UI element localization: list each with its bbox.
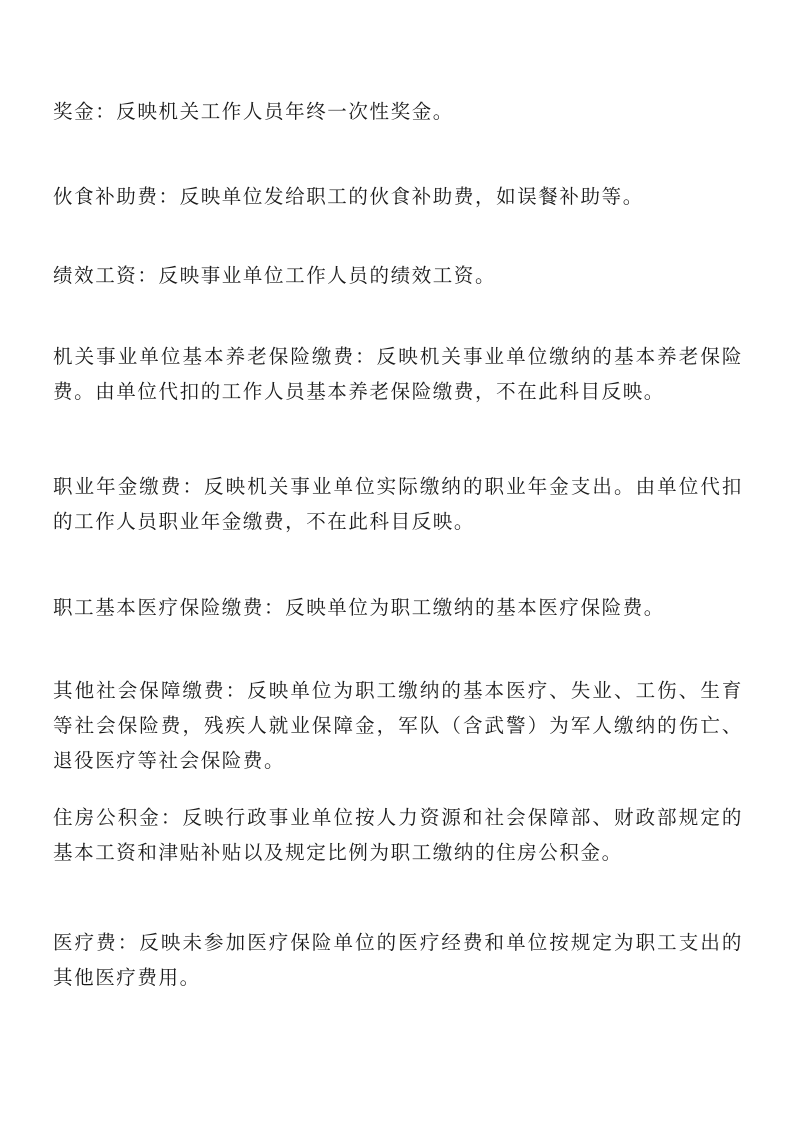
- paragraph-performance-pay: 绩效工资：反映事业单位工作人员的绩效工资。: [53, 264, 497, 287]
- paragraph-other-social-security: 其他社会保障缴费：反映单位为职工缴纳的基本医疗、失业、工伤、生育等社会保险费，残疾人就业保障金，军队（含武警）为军人缴纳的伤亡、退役医疗等社会保险费。: [53, 679, 743, 772]
- paragraph-basic-pension: 机关事业单位基本养老保险缴费：反映机关事业单位缴纳的基本养老保险费。由单位代扣的工作人员基本养老保险缴费，不在此科目反映。: [53, 345, 743, 403]
- paragraph-basic-medical-insurance: 职工基本医疗保险缴费：反映单位为职工缴纳的基本医疗保险费。: [53, 596, 665, 619]
- paragraph-occupational-annuity: 职业年金缴费：反映机关事业单位实际缴纳的职业年金支出。由单位代扣的工作人员职业年金缴费，不在此科目反映。: [53, 475, 743, 533]
- paragraph-meal-subsidy: 伙食补助费：反映单位发给职工的伙食补助费，如误餐补助等。: [53, 185, 644, 208]
- paragraph-bonus: 奖金：反映机关工作人员年终一次性奖金。: [53, 100, 454, 123]
- paragraph-medical-expenses: 医疗费：反映未参加医疗保险单位的医疗经费和单位按规定为职工支出的其他医疗费用。: [53, 931, 743, 989]
- paragraph-housing-fund: 住房公积金：反映行政事业单位按人力资源和社会保障部、财政部规定的基本工资和津贴补贴以及规定比例为职工缴纳的住房公积金。: [53, 806, 743, 864]
